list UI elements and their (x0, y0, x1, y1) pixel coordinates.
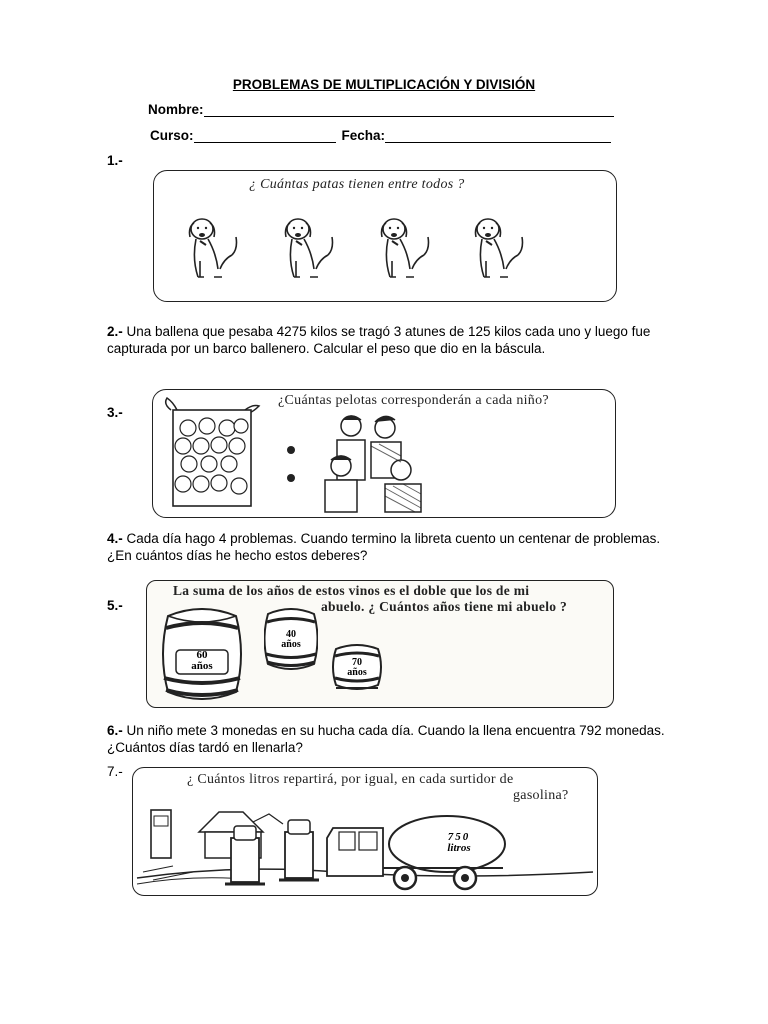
name-label: Nombre: (148, 102, 204, 117)
problem-1-number: 1.- (107, 153, 123, 168)
division-dot-bottom (287, 474, 295, 482)
dog-1 (190, 219, 237, 277)
barrel-40-value: 40 (286, 629, 296, 640)
problem-2-number: 2.- (107, 324, 123, 339)
course-label: Curso: (150, 128, 194, 143)
name-field-row (148, 102, 614, 117)
problem-4-number: 4.- (107, 531, 123, 546)
problem-1-panel (153, 170, 617, 302)
problem-7-number: 7.- (107, 764, 123, 779)
date-label: Fecha: (341, 128, 386, 143)
barrel-60-value: 60 (196, 649, 208, 661)
dog-2 (286, 219, 333, 277)
dog-4 (476, 219, 523, 277)
problem-5-caption-line-2: abuelo. ¿ Cuántos años tiene mi abuelo ? (321, 599, 568, 614)
course-field[interactable] (194, 128, 336, 143)
gas-station-illustration (133, 768, 597, 895)
balls-and-children-illustration (153, 390, 615, 517)
tank-label (437, 832, 481, 854)
problem-2-text: Una ballena que pesaba 4275 kilos se tragó 3 atunes de 125 kilos cada uno y luego fue capturada por un barco ballenero. Calcular el peso que dio en la báscula. (107, 324, 651, 356)
problem-5-number: 5.- (107, 598, 123, 613)
tank-value: 750 (447, 831, 471, 843)
barrel-70-unit: años (347, 667, 367, 678)
problem-3-panel (152, 389, 616, 518)
barrel-40 (264, 608, 318, 670)
barrel-40-label (274, 630, 308, 650)
problem-4-text: Cada día hago 4 problemas. Cuando termino la libreta cuento un centenar de problemas. ¿En cuántos días he hecho estos deberes? (107, 531, 661, 563)
problem-1-caption: ¿ Cuántas patas tienen entre todos ? (249, 177, 465, 192)
problem-4-text-block (107, 530, 667, 564)
barrel-60 (162, 608, 242, 700)
problem-6-text-block (107, 722, 667, 756)
problem-6-text: Un niño mete 3 monedas en su hucha cada día. Cuando la llena encuentra 792 monedas. ¿Cuántos días tardó en llenarla? (107, 723, 665, 755)
dogs-illustration (154, 171, 616, 301)
barrel-40-unit: años (281, 639, 301, 650)
division-dot-top (287, 446, 295, 454)
problem-2-text-block (107, 323, 667, 357)
problem-5-caption-line-1: La suma de los años de estos vinos es el doble que los de mi (173, 583, 530, 598)
name-field[interactable] (204, 102, 614, 117)
barrel-70-label (340, 658, 374, 678)
problem-3-caption: ¿Cuántas pelotas corresponderán a cada niño? (278, 393, 549, 408)
problem-7-panel (132, 767, 598, 896)
problem-7-caption-line-2: gasolina? (513, 788, 569, 803)
barrel-60-unit: años (191, 660, 213, 672)
course-date-row (150, 128, 611, 143)
date-field[interactable] (385, 128, 611, 143)
tank-unit: litros (447, 842, 471, 854)
problem-7-caption-line-1: ¿ Cuántos litros repartirá, por igual, en cada surtidor de (187, 772, 514, 787)
barrel-70 (332, 644, 382, 694)
barrel-60-label (176, 650, 228, 672)
problem-6-number: 6.- (107, 723, 123, 738)
barrel-70-value: 70 (352, 657, 362, 668)
dog-3 (382, 219, 429, 277)
problem-5-panel (146, 580, 614, 708)
page-title: PROBLEMAS DE MULTIPLICACIÓN Y DIVISIÓN (232, 77, 536, 92)
problem-3-number: 3.- (107, 405, 123, 420)
